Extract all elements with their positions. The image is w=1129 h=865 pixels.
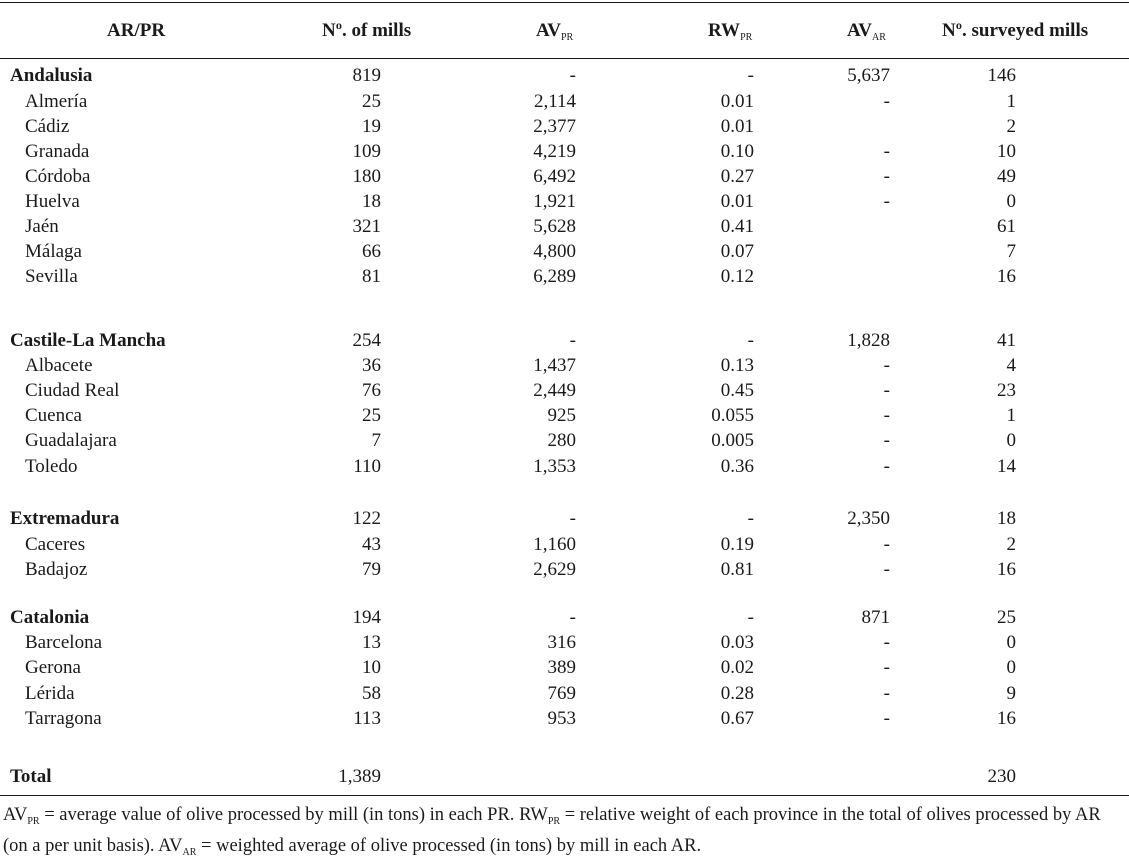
cell-mills: 25	[362, 91, 381, 112]
header-av-ar: $AV_{AR}$	[847, 20, 886, 43]
cell-surveyed-mills: 0	[1006, 657, 1016, 678]
table-row	[0, 631, 1129, 655]
cell-av-pr: 769	[547, 683, 576, 704]
cell-av-ar: -	[883, 355, 890, 376]
cell-rw-pr: 0.28	[720, 683, 754, 704]
table-row	[0, 354, 1129, 378]
cell-av-pr: 6,289	[533, 266, 576, 287]
row-name: Total	[10, 766, 52, 787]
cell-mills: 819	[352, 65, 381, 86]
cell-av-pr: 1,160	[533, 534, 576, 555]
cell-surveyed-mills: 9	[1006, 683, 1016, 704]
table-top-rule	[0, 2, 1129, 3]
cell-surveyed-mills: 16	[997, 266, 1016, 287]
cell-av-ar: -	[883, 559, 890, 580]
cell-rw-pr: 0.19	[720, 534, 754, 555]
cell-av-ar: -	[883, 380, 890, 401]
row-name: Badajoz	[25, 559, 88, 580]
cell-mills: 25	[362, 405, 381, 426]
cell-rw-pr: 0.27	[720, 166, 754, 187]
cell-mills: 79	[362, 559, 381, 580]
cell-surveyed-mills: 10	[997, 141, 1016, 162]
cell-surveyed-mills: 16	[997, 559, 1016, 580]
cell-av-pr: 953	[547, 708, 576, 729]
table-header	[0, 16, 1129, 52]
cell-surveyed-mills: 2	[1006, 116, 1016, 137]
cell-mills: 7	[371, 430, 381, 451]
row-name: Extremadura	[10, 508, 120, 529]
header-ar-pr: AR/PR	[107, 20, 166, 41]
cell-mills: 43	[362, 534, 381, 555]
table-row	[0, 558, 1129, 582]
cell-av-pr: -	[569, 607, 576, 628]
cell-av-ar: -	[883, 657, 890, 678]
row-name: Jaén	[25, 216, 59, 237]
cell-av-ar: 1,828	[847, 330, 890, 351]
table-group-row	[0, 765, 1129, 789]
table-bottom-rule	[0, 795, 1129, 796]
cell-av-pr: 4,219	[533, 141, 576, 162]
cell-surveyed-mills: 61	[997, 216, 1016, 237]
cell-rw-pr: -	[747, 508, 754, 529]
cell-av-pr: -	[569, 330, 576, 351]
row-name: Andalusia	[10, 65, 93, 86]
cell-rw-pr: 0.01	[720, 191, 754, 212]
table-row	[0, 90, 1129, 114]
cell-mills: 194	[352, 607, 381, 628]
cell-rw-pr: 0.005	[711, 430, 754, 451]
cell-rw-pr: -	[747, 607, 754, 628]
cell-mills: 76	[362, 380, 381, 401]
table-row	[0, 455, 1129, 479]
row-name: Gerona	[25, 657, 81, 678]
table-row	[0, 682, 1129, 706]
cell-surveyed-mills: 7	[1006, 241, 1016, 262]
cell-surveyed-mills: 1	[1006, 405, 1016, 426]
cell-mills: 18	[362, 191, 381, 212]
cell-av-ar: -	[883, 430, 890, 451]
table-group-row	[0, 64, 1129, 88]
cell-mills: 109	[352, 141, 381, 162]
table-footnote: $AV_{PR}$ = average value of olive processed by mill (in tons) in each PR. $RW_{PR}$ = relative weight of each province in the total of olives processed by AR (on a per unit basis). $AV_{AR}$ = weighted average of olive processed (in tons) by mill in each AR.	[3, 805, 1101, 858]
cell-rw-pr: 0.02	[720, 657, 754, 678]
row-name: Ciudad Real	[25, 380, 120, 401]
row-name: Caceres	[25, 534, 86, 555]
table-row	[0, 140, 1129, 164]
cell-mills: 110	[353, 456, 381, 477]
row-name: Sevilla	[25, 266, 78, 287]
cell-mills: 10	[362, 657, 381, 678]
cell-surveyed-mills: 14	[997, 456, 1016, 477]
row-name: Albacete	[25, 355, 93, 376]
row-name: Catalonia	[10, 607, 90, 628]
cell-rw-pr: 0.10	[720, 141, 754, 162]
cell-surveyed-mills: 41	[997, 330, 1016, 351]
cell-surveyed-mills: 16	[997, 708, 1016, 729]
cell-mills: 254	[352, 330, 381, 351]
cell-rw-pr: -	[747, 65, 754, 86]
cell-surveyed-mills: 0	[1006, 430, 1016, 451]
cell-av-ar: -	[883, 632, 890, 653]
cell-rw-pr: 0.36	[720, 456, 754, 477]
table-row	[0, 215, 1129, 239]
table-row	[0, 115, 1129, 139]
row-name: Lérida	[25, 683, 75, 704]
table-row	[0, 265, 1129, 289]
cell-rw-pr: 0.13	[720, 355, 754, 376]
row-name: Málaga	[25, 241, 82, 262]
cell-av-ar: 5,637	[847, 65, 890, 86]
cell-av-ar: -	[883, 141, 890, 162]
cell-av-ar: -	[883, 191, 890, 212]
cell-surveyed-mills: 230	[987, 766, 1016, 787]
cell-rw-pr: 0.01	[720, 91, 754, 112]
table-row	[0, 707, 1129, 731]
table-row	[0, 404, 1129, 428]
cell-rw-pr: 0.67	[720, 708, 754, 729]
table-row	[0, 379, 1129, 403]
cell-mills: 1,389	[338, 766, 381, 787]
cell-av-pr: 925	[547, 405, 576, 426]
header-av-pr: $AV_{PR}$	[536, 20, 574, 43]
table-group-row	[0, 507, 1129, 531]
row-name: Cádiz	[25, 116, 70, 137]
row-name: Barcelona	[25, 632, 103, 653]
cell-rw-pr: -	[747, 330, 754, 351]
row-name: Córdoba	[25, 166, 91, 187]
cell-surveyed-mills: 23	[997, 380, 1016, 401]
table-header-rule	[0, 58, 1129, 59]
cell-av-ar: -	[883, 708, 890, 729]
row-name: Guadalajara	[25, 430, 117, 451]
cell-av-pr: 2,114	[533, 91, 576, 112]
cell-av-ar: -	[883, 91, 890, 112]
row-name: Almería	[25, 91, 88, 112]
cell-av-ar: -	[883, 405, 890, 426]
cell-mills: 81	[362, 266, 381, 287]
cell-mills: 113	[353, 708, 381, 729]
cell-av-pr: 2,377	[533, 116, 576, 137]
cell-surveyed-mills: 4	[1006, 355, 1016, 376]
header-rw-pr: $RW_{PR}$	[708, 20, 753, 43]
cell-surveyed-mills: 1	[1006, 91, 1016, 112]
table-row	[0, 165, 1129, 189]
row-name: Huelva	[25, 191, 80, 212]
cell-av-pr: 4,800	[533, 241, 576, 262]
table-group-row	[0, 606, 1129, 630]
cell-av-pr: -	[569, 65, 576, 86]
row-name: Castile-La Mancha	[10, 330, 166, 351]
cell-mills: 13	[362, 632, 381, 653]
cell-rw-pr: 0.41	[720, 216, 754, 237]
cell-mills: 321	[352, 216, 381, 237]
row-name: Granada	[25, 141, 90, 162]
cell-surveyed-mills: 18	[997, 508, 1016, 529]
cell-surveyed-mills: 25	[997, 607, 1016, 628]
cell-av-pr: 6,492	[533, 166, 576, 187]
table-row	[0, 240, 1129, 264]
cell-mills: 180	[352, 166, 381, 187]
cell-mills: 58	[362, 683, 381, 704]
cell-rw-pr: 0.055	[711, 405, 754, 426]
cell-surveyed-mills: 0	[1006, 191, 1016, 212]
cell-surveyed-mills: 2	[1006, 534, 1016, 555]
table-row	[0, 533, 1129, 557]
header-surveyed-mills: Nº. surveyed mills	[942, 20, 1089, 41]
cell-av-pr: -	[569, 508, 576, 529]
cell-surveyed-mills: 49	[997, 166, 1016, 187]
cell-mills: 36	[362, 355, 381, 376]
table-group-row	[0, 329, 1129, 353]
cell-av-ar: -	[883, 683, 890, 704]
cell-av-pr: 1,921	[533, 191, 576, 212]
cell-av-pr: 2,449	[533, 380, 576, 401]
header-number-of-mills: Nº. of mills	[322, 20, 412, 41]
row-name: Tarragona	[25, 708, 102, 729]
cell-rw-pr: 0.03	[720, 632, 754, 653]
cell-rw-pr: 0.01	[720, 116, 754, 137]
cell-av-pr: 1,353	[533, 456, 576, 477]
cell-rw-pr: 0.45	[720, 380, 754, 401]
cell-av-ar: -	[883, 456, 890, 477]
cell-surveyed-mills: 0	[1006, 632, 1016, 653]
table-row	[0, 656, 1129, 680]
row-name: Toledo	[25, 456, 78, 477]
cell-av-pr: 316	[547, 632, 576, 653]
cell-av-ar: -	[883, 534, 890, 555]
table-row	[0, 190, 1129, 214]
cell-av-ar: 2,350	[847, 508, 890, 529]
cell-rw-pr: 0.12	[720, 266, 754, 287]
cell-mills: 66	[362, 241, 381, 262]
cell-mills: 19	[362, 116, 381, 137]
cell-av-pr: 280	[547, 430, 576, 451]
cell-mills: 122	[352, 508, 381, 529]
cell-av-ar: -	[883, 166, 890, 187]
cell-rw-pr: 0.81	[720, 559, 754, 580]
cell-av-ar: 871	[861, 607, 890, 628]
cell-av-pr: 1,437	[533, 355, 576, 376]
cell-rw-pr: 0.07	[720, 241, 754, 262]
cell-av-pr: 389	[547, 657, 576, 678]
cell-surveyed-mills: 146	[987, 65, 1016, 86]
row-name: Cuenca	[25, 405, 82, 426]
cell-av-pr: 5,628	[533, 216, 576, 237]
table-row	[0, 429, 1129, 453]
cell-av-pr: 2,629	[533, 559, 576, 580]
